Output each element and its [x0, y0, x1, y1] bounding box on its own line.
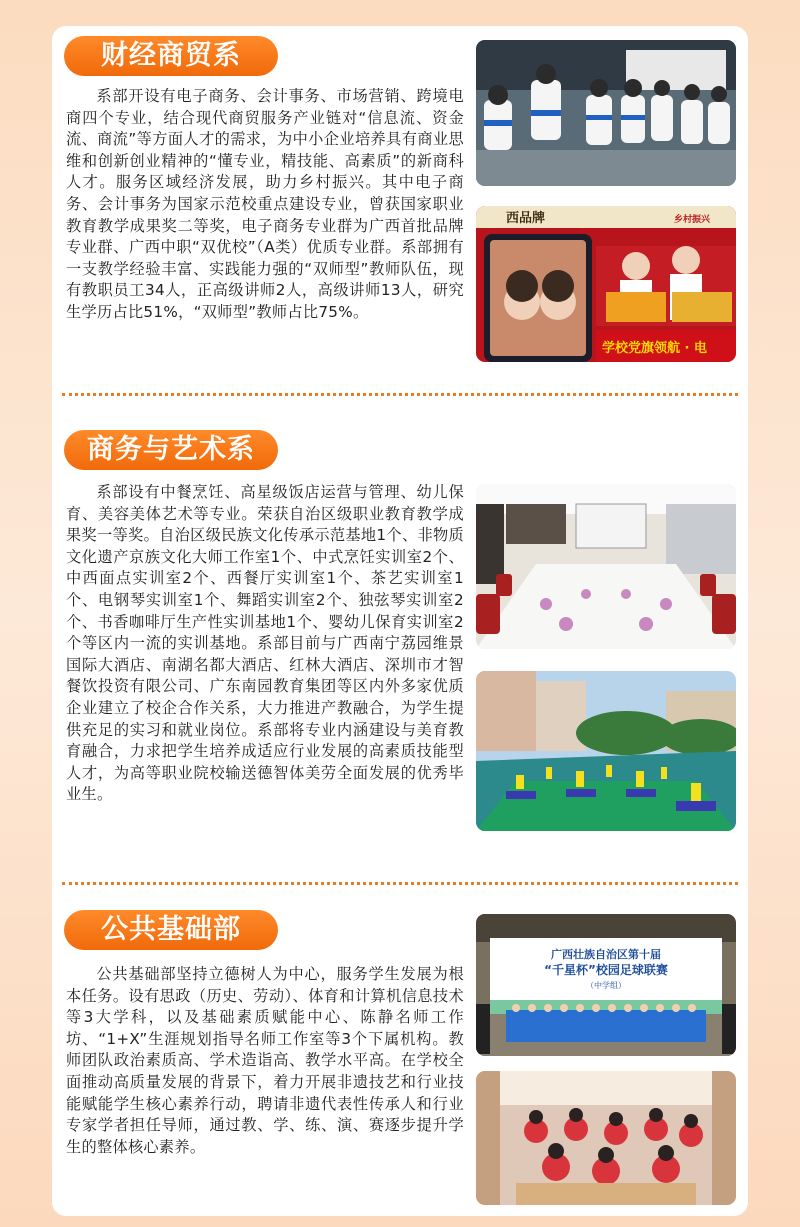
photo-football-team [476, 914, 736, 1056]
section-title: 商务与艺术系 [64, 430, 278, 470]
photo-outdoor-yoga [476, 671, 736, 831]
photo-photography-class [476, 40, 736, 186]
section-description: 公共基础部坚持立德树人为中心，服务学生发展为根本任务。设有思政（历史、劳动）、体育和计算机信息技术等3大学科，以及基础素质赋能中心、陈静名师工作坊、“1+X”生涯规划指导名师工作室等3个下属机构。教师团队政治素质高、学术造诣高、教学水平高。在学校全面推动高质量发展的背景下，着力开展非遗技艺和行业技能赋能学生核心素养行动，聘请非遗代表性传承人和行业专家学者担任导师，通过教、学、练、演、赛逐步提升学生的整体核心素养。 [66, 965, 464, 1156]
section-description: 系部开设有电子商务、会计事务、市场营销、跨境电商四个专业，结合现代商贸服务产业链对“信息流、资金流、商流”等方面人才的需求，为中小企业培养具有商业思维和创新创业精神的“懂专业，精技能、高素质”的新商科人才。服务区域经济发展，助力乡村振兴。其中电子商务、会计事务为国家示范校重点建设专业，曾获国家职业教育教学成果奖二等奖，电子商务专业群为广西首批品牌专业群、广西中职“双优校”（A类）优质专业群。系部拥有一支教学经验丰富、实践能力强的“双师型”教师队伍，现有教职员工34人，正高级讲师2人，高级讲师13人，研究生学历占比51%，“双师型”教师占比75%。 [66, 87, 464, 321]
section-title: 公共基础部 [64, 910, 278, 950]
photo-craft-workshop [476, 1071, 736, 1205]
banner-text: 学校党旗领航 · 电 [602, 341, 707, 356]
section-description: 系部设有中餐烹饪、高星级饭店运营与管理、幼儿保育、美容美体艺术等专业。荣获自治区级职业教育教学成果奖一等奖。自治区级民族文化传承示范基地1个、非物质文化遗产京族文化大师工作室1个、中式烹饪实训室2个、中西面点实训室2个、西餐厅实训室1个、茶艺实训室1个、电钢琴实训室1个、舞蹈实训室2个、独弦琴实训室2个、书香咖啡厅生产性实训基地1个、婴幼儿保育实训室2个等区内一流的实训基地。系部目前与广西南宁荔园维景国际大酒店、南湖名都大酒店、红林大酒店、深圳市才智餐饮投资有限公司、广东南园教育集团等区内外多家优质企业建立了校企合作关系，大力推进产教融合，为学生提供充足的实习和就业岗位。系部将专业内涵建设与美育教育融合，力求把学生培养成适应行业发展的高素质技能型人才，为高等职业院校输送德智体美劳全面发展的优秀毕业生。 [66, 483, 464, 804]
section-title: 财经商贸系 [64, 36, 278, 76]
banner-line1: 广西壮族自治区第十届 [551, 948, 661, 961]
section-divider [62, 393, 738, 396]
photo-banquet-hall [476, 484, 736, 649]
photo-livestream-sales [476, 206, 736, 362]
sign-right-text: 乡村振兴 [674, 215, 711, 225]
banner-line2: “千星杯”校园足球联赛 [544, 963, 668, 977]
sign-top-text: 西品牌 [506, 211, 546, 226]
banner-line3: （中学组） [586, 981, 626, 990]
content-card [52, 26, 748, 1216]
section-divider [62, 882, 738, 885]
